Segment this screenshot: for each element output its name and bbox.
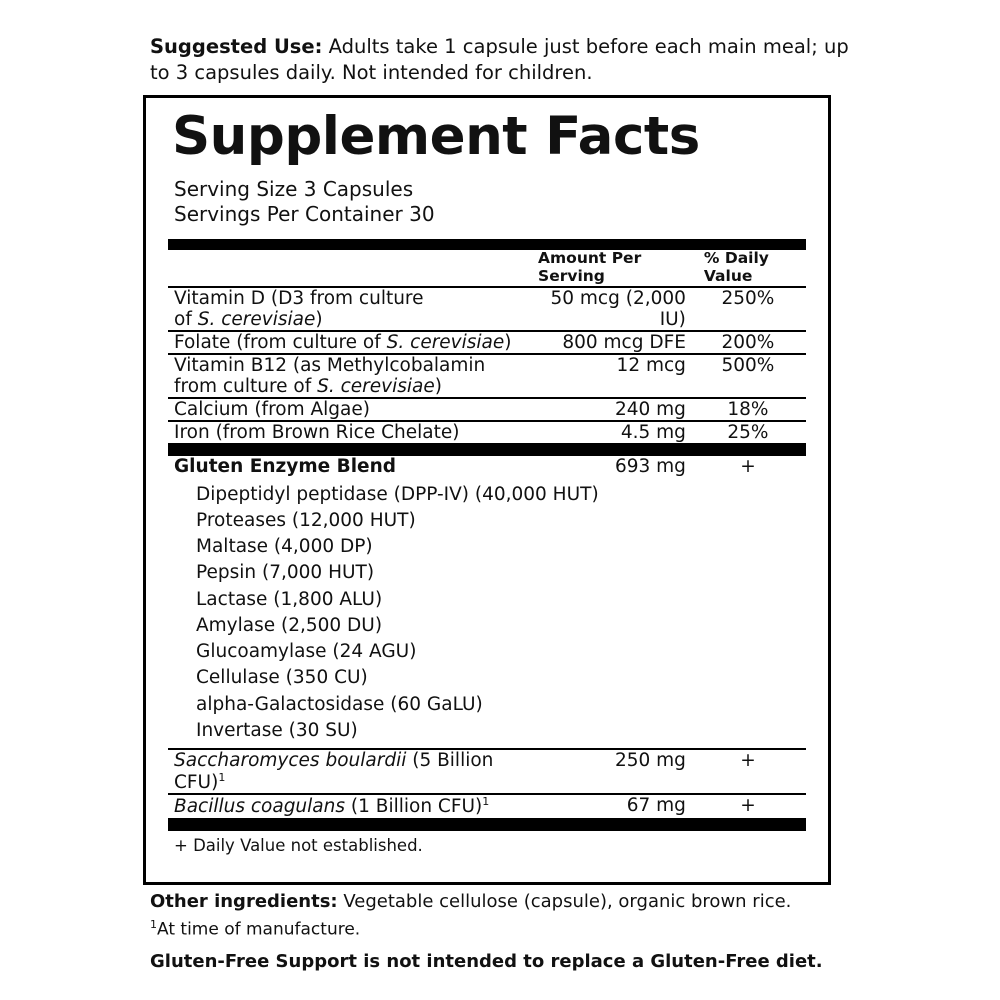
nutrient-name [168, 331, 538, 354]
blend-dv: + [740, 455, 756, 477]
nutrient-name-line1: Folate (from culture of [174, 331, 387, 353]
blend-name: Gluten Enzyme Blend [174, 455, 396, 477]
list-item: Glucoamylase (24 AGU) [196, 641, 417, 663]
manufacture-text: At time of manufacture. [157, 919, 361, 940]
nutrient-name-line2a: of [174, 308, 198, 330]
probiotic-name-tail: (5 Billion CFU) [174, 750, 494, 794]
blend-amount: 693 mg [614, 455, 686, 477]
panel-title: Supplement Facts [172, 106, 700, 167]
probiotic-superscript: 1 [218, 771, 226, 785]
bottom-notes [150, 890, 910, 977]
probiotic-dv: + [704, 794, 806, 817]
suggested-use-label: Suggested Use: [150, 35, 323, 58]
blend-row [168, 456, 806, 477]
table-row [168, 398, 806, 421]
nutrient-name-line1: Vitamin D (D3 from culture [174, 287, 424, 309]
nutrient-name-tail: ) [315, 308, 323, 330]
probiotic-amount: 250 mg [538, 749, 704, 794]
header-amount-per-serving [538, 250, 704, 287]
daily-value-footnote: + Daily Value not established. [174, 835, 423, 855]
header-amount-line1: Amount Per [538, 249, 642, 267]
divider-thick-footnote [168, 818, 806, 831]
nutrient-dv: 25% [704, 421, 806, 443]
nutrient-name-line2a: from culture of [174, 375, 318, 397]
other-ingredients-text: Vegetable cellulose (capsule), organic brown rice. [337, 891, 792, 912]
nutrient-name [168, 287, 538, 331]
nutrient-amount: 240 mg [538, 398, 704, 421]
nutrient-dv: 200% [704, 331, 806, 354]
manufacture-note [150, 917, 910, 942]
header-daily-value [704, 250, 806, 287]
blend-table [168, 456, 806, 477]
blend-ingredient-list [168, 477, 806, 749]
divider-thick-blend [168, 443, 806, 456]
serving-info [174, 177, 806, 227]
probiotic-name [168, 794, 538, 817]
nutrient-dv: 18% [704, 398, 806, 421]
probiotic-amount: 67 mg [538, 794, 704, 817]
probiotic-name-tail: (1 Billion CFU) [345, 796, 483, 818]
manufacture-superscript: 1 [150, 917, 157, 931]
list-item: Proteases (12,000 HUT) [196, 509, 416, 531]
list-item: Invertase (30 SU) [196, 720, 358, 742]
other-ingredients-label: Other ingredients: [150, 891, 338, 912]
suggested-use-text: Adults take 1 capsule just before each main meal; up to 3 capsules daily. Not intended for children. [150, 35, 849, 84]
list-item: Maltase (4,000 DP) [196, 536, 373, 558]
table-row [168, 794, 806, 817]
servings-per-container: Servings Per Container 30 [174, 202, 435, 226]
list-item: Pepsin (7,000 HUT) [196, 562, 375, 584]
nutrition-table [168, 250, 806, 443]
nutrient-amount: 4.5 mg [538, 421, 704, 443]
list-item: Amylase (2,500 DU) [196, 614, 383, 636]
probiotic-name-italic: Saccharomyces boulardii [174, 750, 407, 772]
table-row [168, 331, 806, 354]
list-item: alpha-Galactosidase (60 GaLU) [196, 693, 483, 715]
probiotic-superscript: 1 [482, 795, 490, 809]
suggested-use-block [150, 34, 850, 85]
nutrient-name-italic: S. cerevisiae [386, 331, 505, 353]
header-dv-line1: % Daily [703, 249, 769, 267]
probiotic-name-italic: Bacillus coagulans [174, 796, 345, 818]
list-item: Lactase (1,800 ALU) [196, 588, 383, 610]
list-item: Dipeptidyl peptidase (DPP-IV) (40,000 HUT) [196, 483, 599, 505]
other-ingredients-line [150, 890, 910, 915]
supplement-facts-panel [143, 95, 831, 885]
nutrient-amount: 50 mcg (2,000 IU) [538, 287, 704, 331]
list-item: Cellulase (350 CU) [196, 667, 368, 689]
header-blank [168, 250, 538, 287]
table-row [168, 287, 806, 331]
nutrient-name [168, 354, 538, 398]
table-row [168, 354, 806, 398]
nutrient-dv: 500% [704, 354, 806, 398]
nutrient-name-italic: S. cerevisiae [197, 308, 316, 330]
nutrient-name: Calcium (from Algae) [168, 398, 538, 421]
nutrient-amount: 800 mcg DFE [538, 331, 704, 354]
serving-size: Serving Size 3 Capsules [174, 177, 414, 201]
header-amount-line2: Serving [538, 266, 605, 285]
nutrient-name-tail: ) [434, 375, 442, 397]
header-dv-line2: Value [703, 266, 753, 285]
gluten-free-disclaimer: Gluten-Free Support is not intended to replace a Gluten-Free diet. [150, 950, 823, 972]
nutrient-name-line1: Vitamin B12 (as Methylcobalamin [174, 354, 486, 376]
nutrient-name-tail: ) [504, 331, 512, 353]
probiotic-name [168, 749, 538, 794]
table-row [168, 749, 806, 794]
table-header-row [168, 250, 806, 287]
nutrient-name: Iron (from Brown Rice Chelate) [168, 421, 538, 443]
table-row [168, 421, 806, 443]
nutrient-name-italic: S. cerevisiae [317, 375, 435, 397]
probiotic-dv: + [704, 749, 806, 794]
nutrient-amount: 12 mcg [538, 354, 704, 398]
probiotics-table [168, 748, 806, 817]
nutrient-dv: 250% [704, 287, 806, 331]
